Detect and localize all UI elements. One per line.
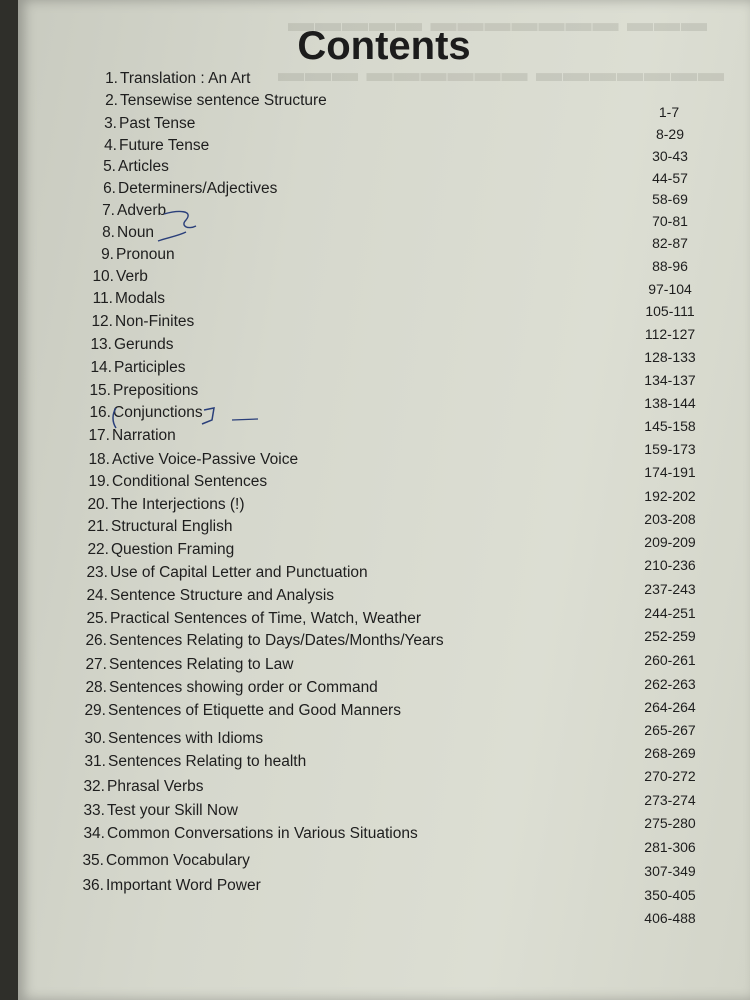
page-range: 70-81 (652, 213, 688, 229)
entry-number: 30. (84, 730, 106, 747)
entry-title: Conjunctions (113, 404, 203, 421)
entry-number: 13. (90, 336, 112, 353)
entry-number: 14. (90, 359, 112, 376)
entry-title: Common Vocabulary (106, 852, 250, 869)
entry-title: Sentences Relating to Law (109, 656, 294, 673)
show-through-text: ▬▬▬ ▬▬▬▬▬▬ ▬▬▬▬▬▬▬ (278, 58, 725, 87)
page-range: 237-243 (644, 581, 696, 597)
page-range: 138-144 (644, 395, 696, 411)
entry-number: 32. (83, 778, 105, 795)
page-range: 264-264 (644, 699, 696, 715)
entry-number: 10. (92, 268, 114, 285)
pen-squiggle-adverb (164, 212, 196, 228)
page-range: 30-43 (652, 148, 688, 164)
page-range: 112-127 (644, 326, 696, 342)
pen-bracket-conjunctions (113, 408, 214, 428)
entry-number: 19. (88, 473, 110, 490)
entry-title: Sentences of Etiquette and Good Manners (108, 702, 401, 719)
entry-title: Active Voice-Passive Voice (112, 451, 299, 468)
page-range: 97-104 (648, 281, 692, 297)
entry-title: Important Word Power (106, 877, 261, 894)
book-page (18, 0, 750, 1000)
entry-number: 34. (83, 825, 105, 842)
entry-title: Participles (114, 359, 186, 376)
entry-title: Conditional Sentences (112, 473, 268, 490)
page-range: 244-251 (644, 605, 696, 621)
entry-number: 15. (89, 382, 111, 399)
page-range: 128-133 (644, 349, 696, 365)
entry-number: 8. (102, 224, 115, 241)
entry-number: 26. (85, 632, 107, 649)
entry-title: Pronoun (116, 246, 175, 263)
pen-annotations (18, 0, 750, 1000)
entry-number: 6. (103, 180, 116, 197)
page-range: 281-306 (644, 839, 696, 855)
page-range: 210-236 (644, 557, 696, 573)
page-range: 134-137 (644, 372, 696, 388)
entry-title: Articles (118, 158, 169, 175)
page-range: 270-272 (644, 768, 696, 784)
entry-number: 33. (83, 802, 105, 819)
entry-title: Phrasal Verbs (107, 778, 204, 795)
entry-number: 9. (101, 246, 114, 263)
entry-title: Sentences Relating to health (108, 753, 307, 770)
page-range: 8-29 (655, 126, 685, 142)
entry-title: Sentence Structure and Analysis (110, 587, 335, 604)
entry-number: 27. (85, 656, 107, 673)
entry-number: 17. (88, 427, 110, 444)
entry-title: Sentences showing order or Command (109, 679, 378, 696)
entry-number: 5. (103, 158, 116, 175)
page-range: 265-267 (644, 722, 696, 738)
entry-title: Narration (112, 427, 176, 444)
entry-title: Sentences Relating to Days/Dates/Months/Years (109, 632, 444, 649)
entry-title: Test your Skill Now (107, 802, 238, 819)
page-range: 44-57 (652, 170, 688, 186)
page-range: 58-69 (652, 191, 688, 207)
entry-number: 3. (104, 115, 117, 132)
page-range: 350-405 (644, 887, 696, 903)
page-range: 88-96 (652, 258, 688, 274)
page-range: 268-269 (644, 745, 696, 761)
entry-number: 36. (82, 877, 104, 894)
entry-number: 2. (105, 92, 118, 109)
entry-title: Sentences with Idioms (108, 730, 264, 747)
entry-title: Verb (116, 268, 148, 285)
page-range: 260-261 (644, 652, 696, 668)
entry-number: 1. (105, 70, 118, 87)
page-range: 105-111 (645, 303, 695, 319)
entry-number: 11. (92, 290, 113, 307)
page-range: 203-208 (644, 511, 696, 527)
entry-title: Determiners/Adjectives (118, 180, 278, 197)
entry-number: 7. (102, 202, 115, 219)
entry-number: 22. (87, 541, 109, 558)
entry-title: Use of Capital Letter and Punctuation (110, 564, 368, 581)
entry-title: Question Framing (111, 541, 235, 558)
page-range: 145-158 (644, 418, 696, 434)
entry-title: Prepositions (113, 382, 199, 399)
entry-number: 23. (86, 564, 108, 581)
page-range: 192-202 (644, 488, 696, 504)
entry-title: Adverb (117, 202, 167, 219)
page-range: 1-7 (658, 104, 680, 120)
entry-number: 25. (86, 610, 108, 627)
entry-number: 35. (82, 852, 104, 869)
entry-title: Non-Finites (115, 313, 195, 330)
page-range: 307-349 (644, 863, 696, 879)
pen-squiggle-noun (158, 232, 186, 241)
pen-dash-conjunctions (232, 419, 258, 420)
page-range: 406-488 (644, 910, 696, 926)
entry-title: Practical Sentences of Time, Watch, Weather (110, 610, 421, 627)
page-range: 209-209 (644, 534, 696, 550)
entry-title: Modals (115, 290, 165, 307)
entry-title: Tensewise sentence Structure (120, 92, 327, 109)
entry-number: 18. (88, 451, 110, 468)
page-title: Contents (297, 24, 471, 68)
entry-number: 16. (89, 404, 111, 421)
page-range: 82-87 (652, 235, 688, 251)
entry-number: 29. (84, 702, 106, 719)
page-range: 262-263 (644, 676, 696, 692)
entry-title: Future Tense (119, 137, 210, 154)
entry-number: 28. (85, 679, 107, 696)
entry-title: Noun (117, 224, 155, 241)
page-range: 174-191 (644, 464, 696, 480)
entry-title: Structural English (111, 518, 233, 535)
page-range: 275-280 (644, 815, 696, 831)
entry-number: 21. (87, 518, 109, 535)
page-range: 159-173 (644, 441, 696, 457)
entry-number: 31. (84, 753, 106, 770)
entry-title: Translation : An Art (120, 70, 251, 87)
entry-number: 12. (91, 313, 113, 330)
entry-title: Gerunds (114, 336, 174, 353)
entry-number: 24. (86, 587, 108, 604)
entry-number: 4. (104, 137, 117, 154)
entry-number: 20. (87, 496, 109, 513)
entry-title: Common Conversations in Various Situations (107, 825, 418, 842)
show-through-text: ▬▬▬▬▬ ▬▬▬▬▬▬▬ ▬▬▬ (288, 8, 708, 37)
page-range: 273-274 (644, 792, 696, 808)
page-range: 252-259 (644, 628, 696, 644)
entry-title: The Interjections (!) (111, 496, 245, 513)
entry-title: Past Tense (119, 115, 196, 132)
